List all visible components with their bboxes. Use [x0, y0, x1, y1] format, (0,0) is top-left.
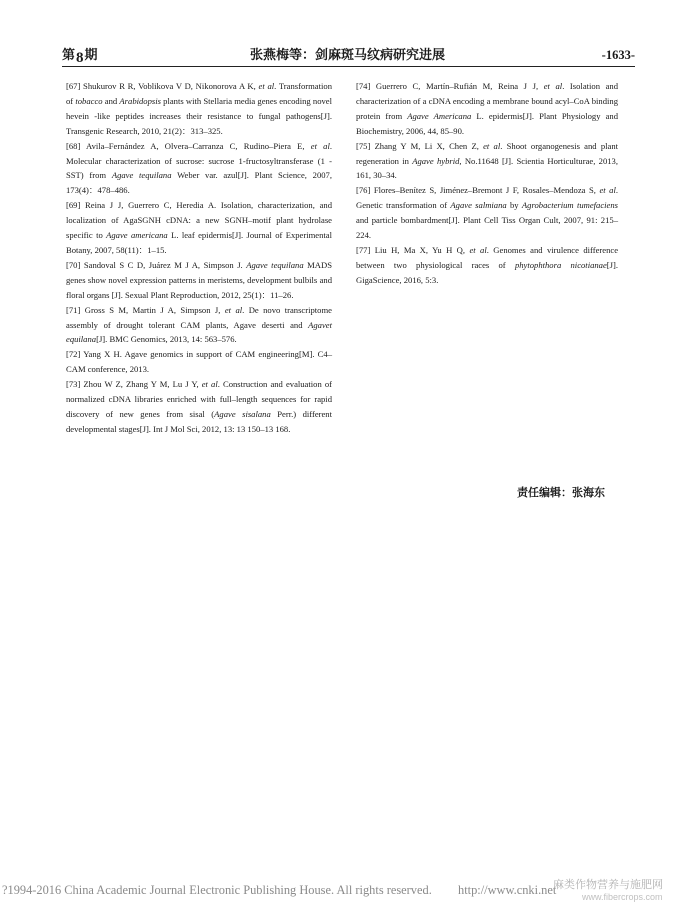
header-title: 剑麻斑马纹病研究进展 — [315, 48, 446, 63]
reference-italic-text: Agave sisalana — [214, 408, 271, 419]
reference-entry — [356, 183, 618, 243]
editor-name: 张海东 — [572, 486, 605, 499]
reference-text: Weber var. azul[J]. Plant Science, 2007, 173(4)：478–486. — [66, 170, 332, 196]
watermark-url: www.fibercrops.com — [582, 892, 663, 902]
copyright-notice: ?1994-2016 China Academic Journal Electronic Publishing House. All rights reserved. — [2, 883, 432, 897]
issue-number: 8 — [76, 50, 84, 66]
reference-text: Yang X H. Agave genomics in support of CAM engineering[M]. C4–CAM conference, 2013. — [66, 349, 332, 375]
reference-text: Zhang Y M, Li X, Chen Z, — [374, 140, 484, 151]
reference-entry — [66, 198, 332, 258]
header-separator: ： — [302, 48, 316, 63]
running-header — [62, 42, 635, 64]
reference-text: Guerrero C, Martín–Rufián M, Reina J J, — [375, 81, 544, 91]
reference-number: [69] — [66, 200, 86, 211]
reference-italic-text: Agave salmiana — [450, 200, 507, 211]
references-right-column — [356, 79, 618, 288]
reference-italic-text: et al — [543, 81, 563, 91]
reference-text: and — [102, 95, 120, 106]
reference-number: [73] — [66, 379, 84, 390]
header-rule — [62, 66, 635, 67]
editor-label: 责任编辑 — [517, 486, 561, 499]
reference-text: . Construction and evaluation of normalized cDNA libraries enriched with full–length sequences for rapid discovery of new genes from sisal ( — [66, 379, 332, 419]
reference-text: Flores–Benítez S, Jiménez–Bremont J F, Rosales–Mendoza S, — [373, 185, 600, 196]
issue-suffix: 期 — [84, 48, 98, 63]
reference-number: [68] — [66, 140, 87, 151]
reference-entry — [66, 377, 332, 437]
reference-text: . Shoot organogenesis and plant regeneration in — [356, 140, 618, 166]
footer — [0, 878, 677, 903]
reference-text: by — [506, 200, 522, 211]
reference-italic-text: et al — [201, 379, 218, 390]
page-number: -1633- — [601, 48, 635, 62]
reference-text: Gross S M, Martin J A, Simpson J, — [84, 304, 225, 315]
reference-text: Perr.) different developmental stages[J]. Int J Mol Sci, 2012, 13: 13 150–13 168. — [66, 408, 332, 434]
reference-italic-text: et al — [310, 140, 330, 151]
reference-text: . De novo transcriptome assembly of drought tolerant CAM plants, Agave deserti and — [66, 304, 332, 330]
editor-credit — [517, 484, 605, 500]
reference-entry — [66, 303, 332, 348]
reference-text: plants with Stellaria media genes encoding novel hevein -like peptides increases their resistance to fungal pathogens[J]. Transgenic Research, 2010, 21(2)：313–325. — [66, 95, 332, 136]
reference-text: . Isolation and characterization of a cDNA encoding a membrane bound acyl–CoA binding protein from — [356, 81, 618, 121]
reference-entry — [356, 243, 618, 288]
reference-text: Zhou W Z, Zhang Y M, Lu J Y, — [83, 379, 202, 390]
reference-text: , No.11648 [J]. Scientia Horticulturae, 2013, 161, 30–34. — [356, 155, 618, 181]
reference-number: [74] — [356, 81, 376, 91]
reference-text: . Transformation of — [66, 81, 332, 106]
reference-text: Shukurov R R, Voblikova V D, Nikonorova A K, — [83, 81, 259, 91]
reference-italic-text: Agave tequilana — [111, 170, 172, 181]
reference-italic-text: et al — [599, 185, 616, 196]
issue-label — [62, 44, 98, 64]
header-authors: 张燕梅等 — [250, 48, 303, 63]
reference-text: L. leaf epidermis[J]. Journal of Experimental Botany, 2007, 58(11)：1–15. — [66, 230, 332, 255]
reference-entry — [66, 79, 332, 139]
reference-number: [70] — [66, 259, 84, 270]
reference-text: . Genetic transformation of — [356, 185, 618, 211]
reference-number: [77] — [356, 244, 375, 255]
reference-text: [J]. GigaScience, 2016, 5:3. — [356, 259, 618, 285]
reference-text: L. epidermis[J]. Plant Physiology and Biochemistry, 2006, 44, 85–90. — [356, 110, 618, 136]
reference-italic-text: Agave Americana — [407, 110, 472, 121]
reference-entry — [66, 347, 332, 377]
issue-prefix: 第 — [62, 48, 76, 63]
editor-separator: ： — [561, 486, 572, 499]
reference-italic-text: et al — [483, 140, 501, 151]
reference-number: [71] — [66, 304, 85, 315]
reference-number: [67] — [66, 81, 84, 91]
reference-italic-text: Agavet equilana — [66, 319, 332, 345]
reference-italic-text: et al — [469, 244, 487, 255]
reference-italic-text: Arabidopsis — [119, 95, 161, 106]
reference-text: Sandoval S C D, Juárez M J A, Simpson J. — [83, 259, 247, 270]
watermark-text: 麻类作物营养与施肥网 — [553, 878, 663, 891]
reference-number: [72] — [66, 349, 84, 360]
running-title — [250, 44, 445, 63]
reference-entry — [66, 258, 332, 303]
reference-text: Liu H, Ma X, Yu H Q, — [374, 244, 470, 255]
reference-text: . Genomes and virulence difference between two physiological races of — [356, 244, 619, 270]
reference-number: [76] — [356, 185, 374, 196]
reference-entry — [66, 139, 332, 199]
reference-text: [J]. BMC Genomics, 2013, 14: 563–576. — [96, 334, 237, 345]
reference-entry — [356, 79, 618, 139]
reference-italic-text: et al — [258, 81, 275, 91]
reference-text: MADS genes show novel expression patterns in meristems, development bulbils and floral organs [J]. Sexual Plant Reproduction, 2012, 25(1)：11–26. — [66, 259, 333, 300]
reference-entry — [356, 139, 618, 184]
reference-italic-text: Agave hybrid — [412, 155, 460, 166]
reference-italic-text: Agrobacterium tumefaciens — [521, 200, 618, 211]
reference-italic-text: Agave tequilana — [246, 259, 304, 270]
reference-italic-text: Agave americana — [106, 230, 168, 241]
cnki-link[interactable]: http://www.cnki.net — [458, 883, 557, 897]
reference-number: [75] — [356, 140, 375, 151]
reference-text: . Molecular characterization of sucrose: sucrose 1-fructosyltransferase (1 -SST) from — [66, 140, 332, 181]
reference-text: Avila–Fernández A, Olvera–Carranza C, Rudino–Piera E, — [86, 140, 311, 151]
reference-italic-text: et al — [224, 304, 243, 315]
references-left-column — [66, 79, 332, 437]
reference-italic-text: tobacco — [75, 95, 103, 106]
reference-text: Reina J J, Guerrero C, Heredia A. Isolation, characterization, and localization of AgaSGNH cDNA: a new SGNH–motif plant hydrolase specific to — [66, 200, 332, 241]
reference-italic-text: phytophthora nicotianae — [514, 259, 607, 270]
reference-text: and particle bombardment[J]. Plant Cell Tiss Organ Cult, 2007, 91: 215–224. — [356, 215, 618, 241]
